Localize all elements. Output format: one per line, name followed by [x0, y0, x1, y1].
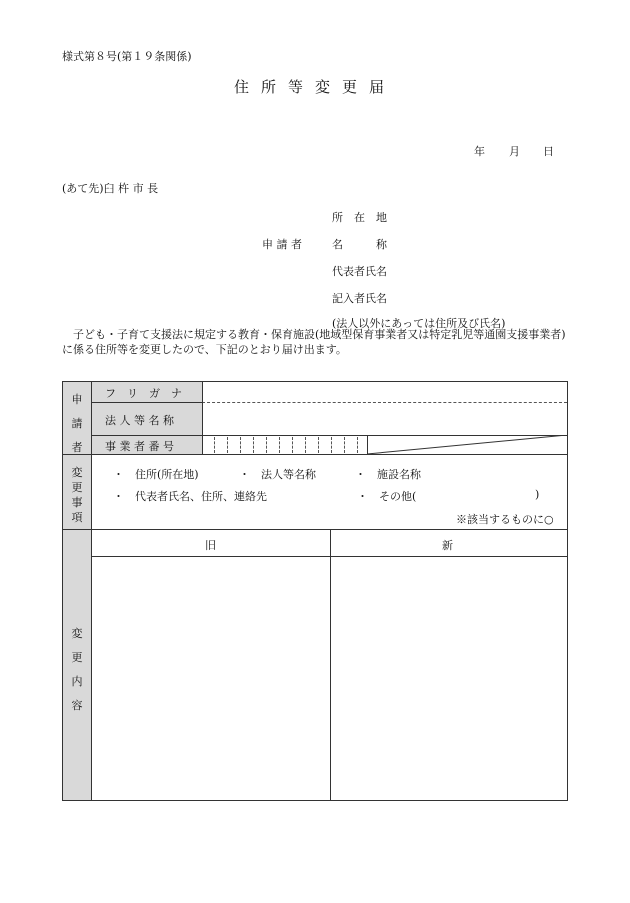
- filler-label: 記入者氏名: [332, 292, 387, 305]
- date-month: 月: [509, 145, 520, 158]
- change-content-side-label: 変 更 内 容: [71, 627, 83, 712]
- furigana-divider: [202, 402, 567, 403]
- name-label: 名 称: [332, 238, 387, 251]
- date-year: 年: [474, 145, 485, 158]
- corp-name-label: 法 人 等 名 称: [105, 414, 174, 427]
- intro-text: 子ども・子育て支援法に規定する教育・保育施設(地域型保育事業者又は特定乳児等通園支援事業者)に係る住所等を変更したので、下記のとおり届け出ます。: [62, 328, 566, 356]
- application-table: [62, 381, 568, 801]
- furigana-label: フ リ ガ ナ: [105, 387, 182, 400]
- option-facility-name[interactable]: ・ 施設名称: [355, 468, 421, 481]
- option-representative[interactable]: ・ 代表者氏名、住所、連絡先: [113, 490, 267, 503]
- representative-label: 代表者氏名: [332, 265, 387, 278]
- form-number: 様式第８号(第１９条関係): [62, 50, 192, 63]
- applicant-label: 申 請 者: [262, 238, 302, 251]
- diagonal-strike: [367, 435, 567, 454]
- page-title: 住所等変更届: [233, 78, 396, 96]
- applicant-note: (法人以外にあっては住所及び氏名): [332, 317, 506, 330]
- option-corp-name[interactable]: ・ 法人等名称: [239, 468, 316, 481]
- applicant-side-label: 申 請 者: [71, 393, 83, 454]
- date-day: 日: [543, 145, 554, 158]
- option-other[interactable]: ・ その他(: [357, 490, 417, 503]
- addressee: (あて先)臼 杵 市 長: [62, 182, 159, 195]
- old-header: 旧: [205, 539, 216, 552]
- circle-note: ※該当するものに○: [456, 513, 554, 526]
- option-other-close: ): [535, 488, 540, 501]
- change-items-side-label: 変更事項: [71, 466, 83, 524]
- business-number-label: 事 業 者 番 号: [105, 440, 174, 453]
- location-label: 所 在 地: [332, 211, 387, 224]
- option-address[interactable]: ・ 住所(所在地): [113, 468, 199, 481]
- new-header: 新: [442, 539, 453, 552]
